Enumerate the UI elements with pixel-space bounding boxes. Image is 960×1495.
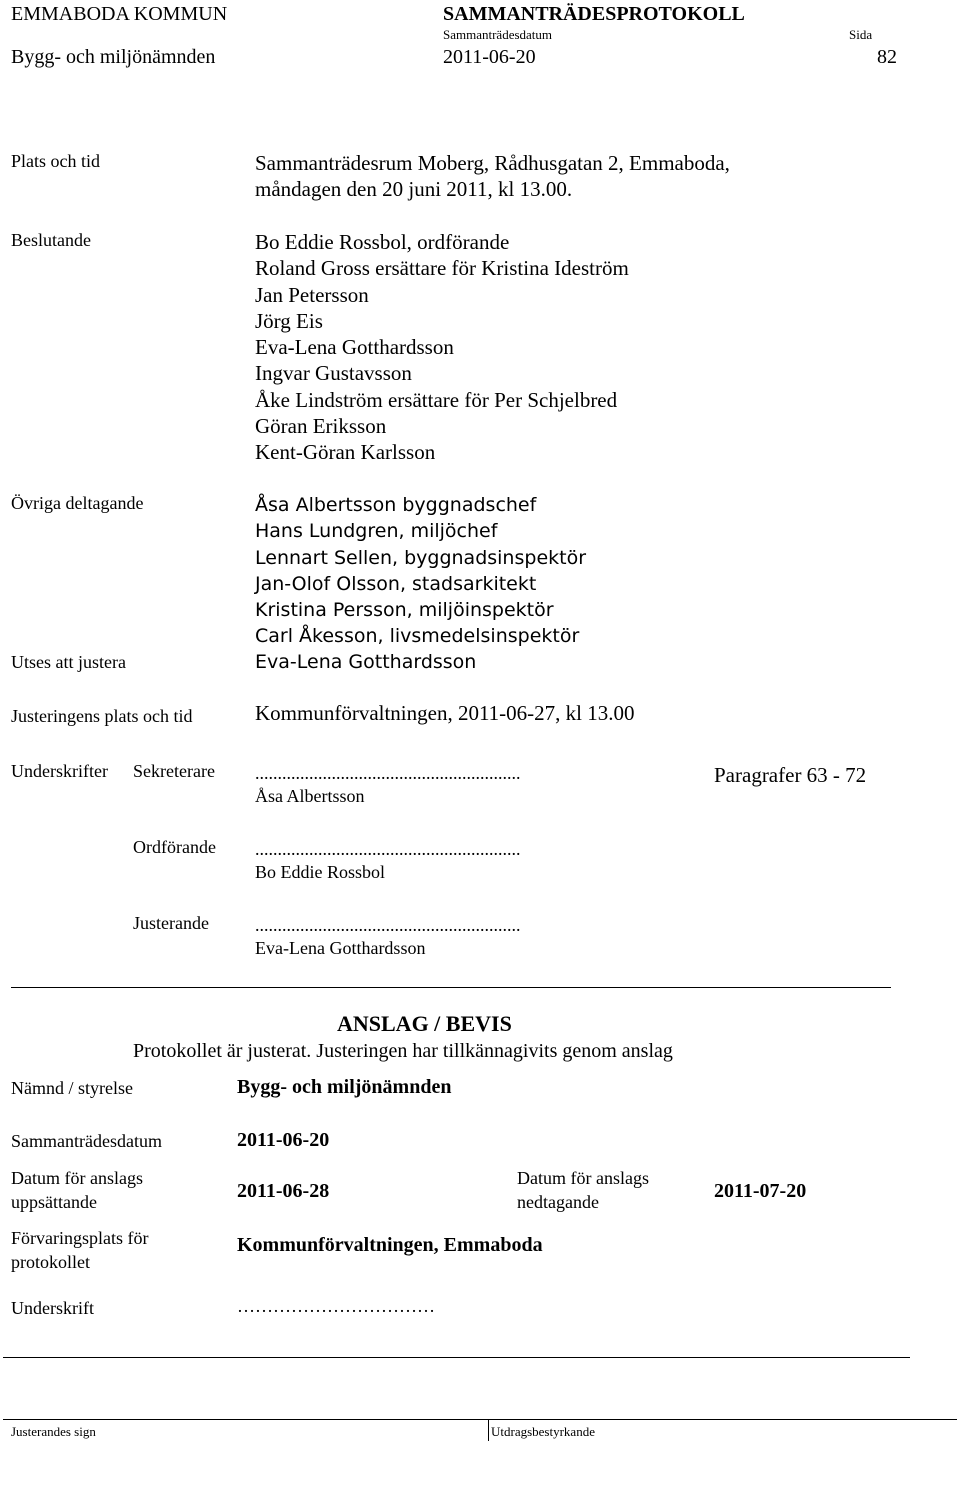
adjuster-label: Utses att justera xyxy=(11,652,126,672)
notice-subtitle: Protokollet är justerat. Justeringen har tillkännagivits genom anslag xyxy=(133,1040,673,1062)
signature-line: …………………………… xyxy=(237,1296,435,1316)
adjuster-sign-label: Justerande xyxy=(133,913,209,933)
others-label: Övriga deltagande xyxy=(11,493,144,513)
posted-date: 2011-06-28 xyxy=(237,1180,330,1202)
adjuster-signature-line: ........................................................... xyxy=(255,915,521,935)
notice-title: ANSLAG / BEVIS xyxy=(337,1011,512,1036)
deciding-member: Åke Lindström ersättare för Per Schjelbred xyxy=(255,387,618,412)
other-participant: Hans Lundgren, miljöchef xyxy=(255,520,498,543)
deciding-member: Bo Eddie Rossbol, ordförande xyxy=(255,230,510,254)
document-type: SAMMANTRÄDESPROTOKOLL xyxy=(443,3,745,25)
adjuster-sign-name: Eva-Lena Gotthardsson xyxy=(255,938,426,958)
footer-certified-extract: Utdragsbestyrkande xyxy=(491,1424,595,1439)
page-label: Sida xyxy=(849,27,873,42)
adjust-place: Kommunförvaltningen, 2011-06-27, kl 13.00 xyxy=(255,701,635,725)
footer-adjuster-sign: Justerandes sign xyxy=(11,1424,96,1439)
section-divider xyxy=(11,987,891,988)
page-number: 82 xyxy=(877,46,897,68)
posted-label-line-1: Datum för anslags xyxy=(11,1168,143,1188)
notice-board: Bygg- och miljönämnden xyxy=(237,1076,452,1098)
notice-date: 2011-06-20 xyxy=(237,1129,330,1151)
removed-label-line-1: Datum för anslags xyxy=(517,1168,649,1188)
others-list xyxy=(255,492,586,650)
deciding-member: Ingvar Gustavsson xyxy=(255,361,412,386)
footer-rule xyxy=(3,1419,957,1420)
board-name: Bygg- och miljönämnden xyxy=(11,46,216,68)
place-line-1: Sammanträdesrum Moberg, Rådhusgatan 2, Emmaboda, xyxy=(255,151,730,175)
deciding-member: Eva-Lena Gotthardsson xyxy=(255,335,454,360)
place-label: Plats och tid xyxy=(11,151,100,171)
date-label: Sammanträdesdatum xyxy=(443,27,553,42)
other-participant: Lennart Sellen, byggnadsinspektör xyxy=(255,546,587,569)
chair-signature-line: ........................................................... xyxy=(255,839,521,859)
other-participant: Carl Åkesson, livsmedelsinspektör xyxy=(255,625,580,648)
deciding-member: Jörg Eis xyxy=(255,308,323,333)
secretary-signature-line: ........................................................... xyxy=(255,763,521,783)
secretary-label: Sekreterare xyxy=(133,761,215,781)
storage-label-line-1: Förvaringsplats för xyxy=(11,1228,149,1248)
deciding-member: Kent-Göran Karlsson xyxy=(255,440,436,465)
meeting-date: 2011-06-20 xyxy=(443,46,536,68)
adjuster-name: Eva-Lena Gotthardsson xyxy=(255,651,477,673)
org-name: EMMABODA KOMMUN xyxy=(11,3,228,25)
adjust-place-label: Justeringens plats och tid xyxy=(11,706,193,726)
deciding-member: Göran Eriksson xyxy=(255,414,387,439)
other-participant: Åsa Albertsson byggnadschef xyxy=(255,494,537,516)
chair-name: Bo Eddie Rossbol xyxy=(255,862,386,882)
deciding-member: Jan Petersson xyxy=(255,282,369,307)
notice-board-label: Nämnd / styrelse xyxy=(11,1078,133,1098)
removed-date: 2011-07-20 xyxy=(714,1180,807,1202)
storage-place: Kommunförvaltningen, Emmaboda xyxy=(237,1234,543,1256)
signatures-label: Underskrifter xyxy=(11,761,108,781)
deciding-label: Beslutande xyxy=(11,230,91,250)
other-participant: Kristina Persson, miljöinspektör xyxy=(255,599,554,622)
notice-date-label: Sammanträdesdatum xyxy=(11,1131,162,1151)
secretary-name: Åsa Albertsson xyxy=(255,786,365,806)
other-participant: Jan-Olof Olsson, stadsarkitekt xyxy=(255,572,537,595)
deciding-list xyxy=(255,229,629,466)
place-line-2: måndagen den 20 juni 2011, kl 13.00. xyxy=(255,177,573,202)
removed-label-line-2: nedtagande xyxy=(517,1192,599,1212)
place-text xyxy=(255,150,730,203)
paragraphs-range: Paragrafer 63 - 72 xyxy=(714,763,867,787)
chair-label: Ordförande xyxy=(133,837,216,857)
storage-label-line-2: protokollet xyxy=(11,1252,90,1272)
footer-separator xyxy=(488,1419,489,1441)
signature-label: Underskrift xyxy=(11,1298,94,1318)
posted-label-line-2: uppsättande xyxy=(11,1192,97,1212)
bottom-divider xyxy=(3,1357,910,1358)
deciding-member: Roland Gross ersättare för Kristina Ideström xyxy=(255,256,629,281)
